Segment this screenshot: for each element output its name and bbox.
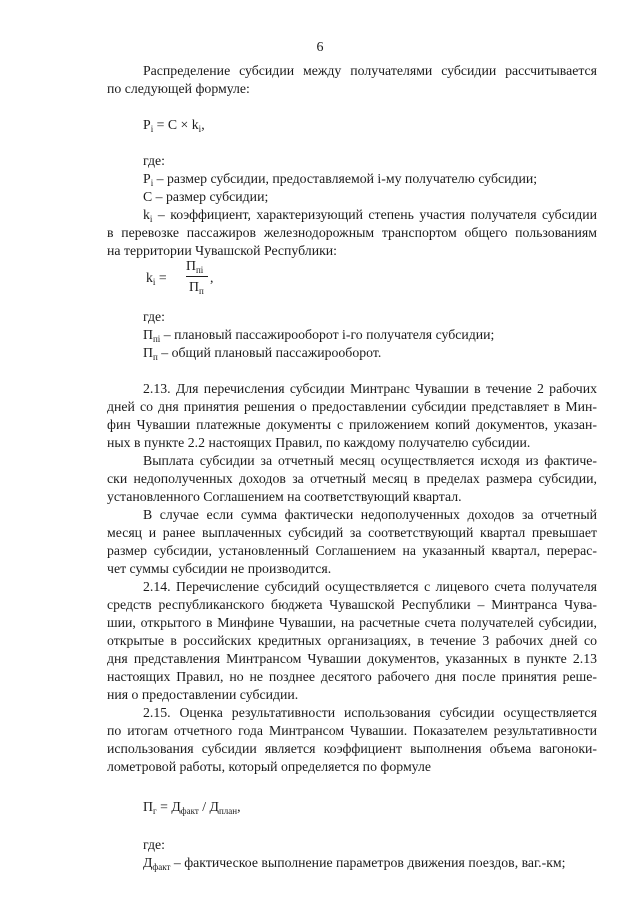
paragraph-line: лометровой работы, который определяется по формуле — [107, 759, 431, 774]
paragraph-line: использования субсидии является коэффициент выполнения объема вагоноки- — [107, 741, 597, 756]
paragraph-line: открытые в российских кредитных организациях, в течение 3 рабочих дней со — [107, 633, 597, 648]
definition-line: $P_i$ – размер субсидии, предоставляемой i-му получателю субсидии; — [143, 171, 538, 188]
paragraph-line: шии, открытого в Минфине Чувашии, на расчетные счета получателей субсидии, — [107, 615, 597, 630]
paragraph-line: 2.14. Перечисление субсидий осуществляется с лицевого счета получателя — [143, 579, 597, 594]
formula-subsidy: $P_i = C \times k_i$, — [143, 117, 205, 134]
paragraph-line: ных в пункте 2.2 настоящих Правил, по каждому получателю субсидии. — [107, 435, 531, 450]
text-line: по следующей формуле: — [107, 81, 250, 96]
text-line: на территории Чувашской Республики: — [107, 243, 337, 258]
paragraph-line: 2.15. Оценка результативности использования субсидии осуществляется — [143, 705, 597, 720]
text-line: Распределение субсидии между получателями субсидии рассчитывается — [143, 63, 597, 78]
definition-line: $П_{пi}$ – плановый пассажирооборот i-го получателя субсидии; — [143, 327, 495, 344]
page-number: 6 — [316, 40, 324, 55]
paragraph-line: установленного Соглашением на соответствующий квартал. — [107, 489, 462, 504]
paragraph-line: 2.13. Для перечисления субсидии Минтранс Чувашии в течение 2 рабочих — [143, 381, 597, 396]
paragraph-line: размер субсидии, установленный Соглашением на указанный квартал, перерас- — [107, 543, 597, 558]
definition-line: $Д_{факт}$ – фактическое выполнение параметров движения поездов, ваг.-км; — [143, 855, 566, 872]
paragraph-line: настоящих Правил, но не позднее десятого рабочего дня после принятия реше- — [107, 669, 597, 684]
paragraph-line: Выплата субсидии за отчетный месяц осуществляется исходя из фактиче- — [143, 453, 597, 468]
paragraph-line: ния о предоставлении субсидии. — [107, 687, 299, 702]
paragraph-line: по итогам отчетного года Минтрансом Чувашии. Показателем результативности — [107, 723, 597, 738]
paragraph-line: месяц и ранее выплаченных субсидий за соответствующий квартал превышает — [107, 525, 597, 540]
text-line: в перевозке пассажиров железнодорожным транспортом общего пользованиям — [107, 225, 597, 240]
paragraph-line: дня представления Минтрансом Чувашии документов, указанных в пункте 2.13 — [107, 651, 597, 666]
paragraph-line: В случае если сумма фактически недополученных доходов за отчетный — [143, 507, 597, 522]
paragraph-line: средств республиканского бюджета Чувашской Республики – Минтранса Чува- — [107, 597, 597, 612]
definition-line: $k_i$ – коэффициент, характеризующий степень участия получателя субсидии — [143, 207, 597, 224]
paragraph-line: дней со дня принятия решения о предоставлении субсидии представляет в Мин- — [107, 399, 597, 414]
paragraph-line: чет суммы субсидии не производится. — [107, 561, 332, 576]
where-label: где: — [143, 153, 165, 168]
where-label: где: — [143, 309, 165, 324]
definition-line: $П_п$ – общий плановый пассажирооборот. — [143, 345, 382, 362]
paragraph-line: ски недополученных доходов за отчетный месяц в пределах размера субсидии, — [107, 471, 597, 486]
formula-effectiveness: $П_г = Д_{факт} / Д_{план}$, — [143, 799, 241, 816]
document-page: 6 Распределение субсидии между получателями субсидии рассчитывается по следующей формуле: $P_i = C \times k_i$, где: $P_i$ – размер субсидии, предоставляемой i-му получателю субсидии; C – размер субсидии; $k_i$ – коэффициент, характеризующий степень участия получателя субсидии в перевозке пассажиров железнодорожным транспортом общего пользованиям на территории Чувашской Республики: $k_i$ = $П_{пi}$ $П_п$ , где: $П_{пi}$ – плановый пассажирооборот i-го получателя субсидии; $П_п$ – общий плановый пассажирооборот. 2.13. Для перечисления субсидии Минтранс Чувашии в течение 2 рабочих дней со дня принятия решения о предоставлении субсидии представляет в Мин- фин Чувашии платежные документы с приложением копий документов, указан- ных в пункте 2.2 настоящих Правил, по каждому получателю субсидии. Выплата субсидии за отчетный месяц осуществляется исходя из фактиче- ски недополученных доходов за отчетный месяц в пределах размера субсидии, установленного Соглашением на соответствующий квартал. В случае если сумма фактически недополученных доходов за отчетный месяц и ранее выплаченных субсидий за соответствующий квартал превышает размер субсидии, установленный Соглашением на указанный квартал, перерас- чет суммы субсидии не производится. 2.14. Перечисление субсидий осуществляется с лицевого счета получателя средств республиканского бюджета Чувашской Республики – Минтранса Чува- шии, открытого в Минфине Чувашии, на расчетные счета получателей субсидии, открытые в российских кредитных организациях, в течение 3 рабочих дней со дня представления Минтрансом Чувашии документов, указанных в пункте 2.13 настоящих Правил, но не позднее десятого рабочего дня после принятия реше- ния о предоставлении субсидии. 2.15. Оценка результативности использования субсидии осуществляется по итогам отчетного года Минтрансом Чувашии. Показателем результативности использования субсидии является коэффициент выполнения объема вагоноки- лометровой работы, который определяется по формуле $П_г = Д_{факт} / Д_{план}$, где: $Д_{факт}$ – фактическое выполнение параметров движения поездов, ваг.-км; — [0, 0, 640, 905]
paragraph-line: фин Чувашии платежные документы с приложением копий документов, указан- — [107, 417, 597, 432]
where-label: где: — [143, 837, 165, 852]
definition-line: C – размер субсидии; — [143, 189, 269, 204]
